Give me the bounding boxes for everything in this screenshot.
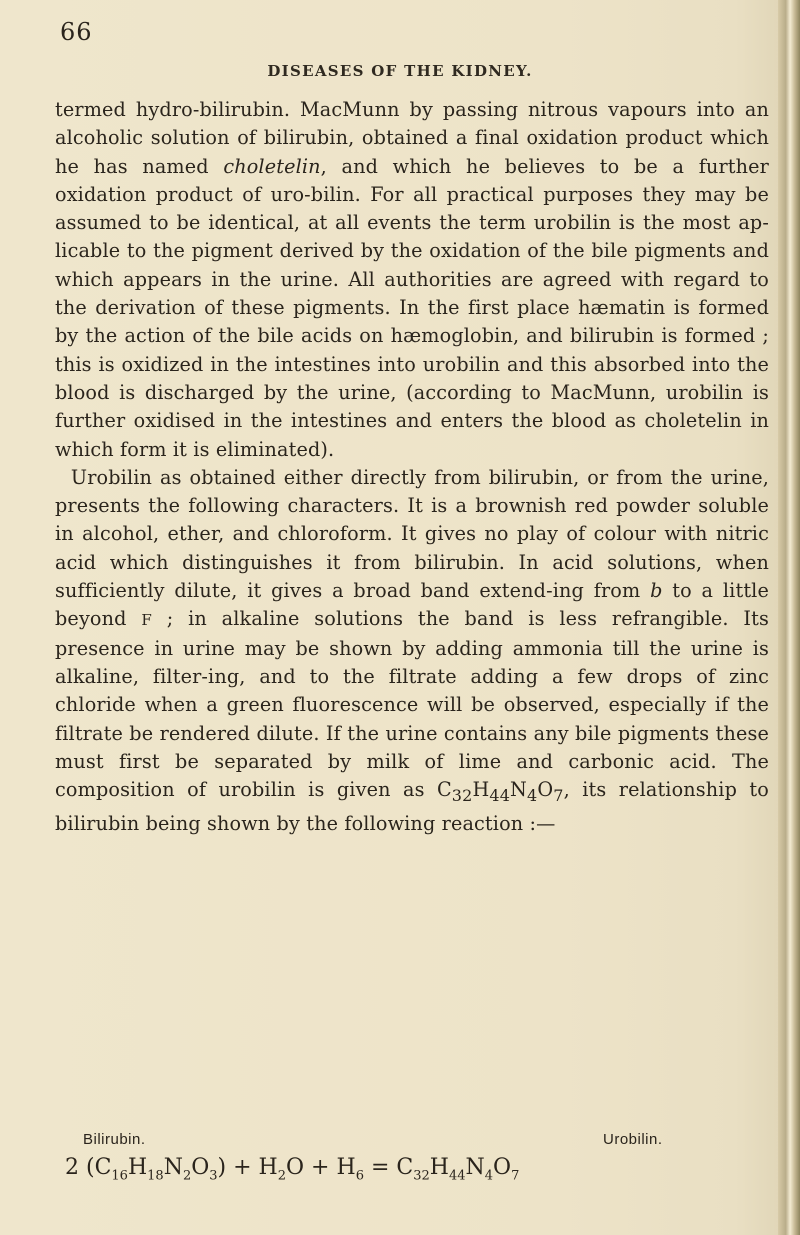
label-bilirubin: Bilirubin. <box>83 1131 146 1148</box>
paragraph-1 <box>55 96 769 464</box>
text-run: termed hydro-bilirubin. MacMunn by passing nitrous vapours into an alcoholic solution of bilirubin, obtained a final oxidation product which he has named <box>55 98 769 178</box>
label-urobilin: Urobilin. <box>603 1131 663 1148</box>
subscript: 32 <box>413 1168 430 1184</box>
text-run: to a little beyond <box>55 579 769 631</box>
eq-part: 2 (C <box>65 1155 112 1180</box>
paragraph-2 <box>55 464 769 839</box>
eq-part: O <box>191 1155 210 1180</box>
subscript: 3 <box>209 1168 218 1184</box>
eq-part: ) + H <box>217 1155 278 1180</box>
subscript: 44 <box>448 1168 466 1184</box>
reaction-equation <box>65 1155 779 1183</box>
eq-part: N <box>465 1155 485 1180</box>
page-number: 66 <box>60 18 93 46</box>
subscript: 18 <box>147 1168 164 1184</box>
text-run: Urobilin as obtained either directly from bilirubin, or from the urine, presents the following characters. It is a brownish red powder soluble in alcohol, ether, and chloroform. It gives no play of colour with nitric acid which distinguishes it from bilirubin. In acid solutions, when sufficiently dilute, it gives a broad band extend-ing from <box>55 465 769 603</box>
small-caps-letter: F <box>141 611 152 630</box>
eq-part: H <box>127 1155 148 1180</box>
body-text <box>55 96 769 839</box>
subscript: 2 <box>277 1168 287 1184</box>
eq-part: N <box>163 1155 183 1180</box>
subscript: 6 <box>355 1168 364 1184</box>
eq-part: O <box>493 1155 512 1180</box>
subscript: 4 <box>484 1168 494 1184</box>
formula-element: H <box>472 778 490 802</box>
page-edge <box>778 0 800 1235</box>
eq-part: = C <box>363 1155 414 1180</box>
text-run: , its relationship to bilirubin being shown by the following reaction :— <box>55 778 769 836</box>
formula-element: O <box>537 778 554 802</box>
subscript: 16 <box>111 1168 128 1184</box>
italic-letter: b <box>650 579 663 603</box>
text-run: , and which he believes to be a further oxidation product of uro-bilin. For all practical purposes they may be assumed to be identical, at all events the term urobilin is the most ap-licable to the pigment derived by the oxidation of the bile pigments and which appears in the urine. All authorities are agreed with regard to the derivation of these pigments. In the first place hæmatin is formed by the action of the bile acids on hæmoglobin, and bilirubin is formed ; this is oxidized in the intestines into urobilin and this absorbed into the blood is discharged by the urine, (according to MacMunn, urobilin is further oxidised in the intestines and enters the blood as choletelin in which form it is eliminated). <box>55 154 769 461</box>
eq-part: H <box>429 1155 449 1180</box>
subscript: 2 <box>182 1168 192 1184</box>
italic-term: choletelin <box>223 154 321 178</box>
subscript: 44 <box>489 785 511 805</box>
subscript: 4 <box>526 785 538 805</box>
subscript: 7 <box>553 785 564 805</box>
running-head: DISEASES OF THE KIDNEY. <box>267 62 533 80</box>
chemical-reaction <box>55 1131 769 1184</box>
eq-part: O + H <box>286 1155 356 1180</box>
reaction-labels <box>55 1131 769 1153</box>
subscript: 7 <box>511 1168 520 1184</box>
text-run: ; in alkaline solutions the band is less refrangible. Its presence in urine may be shown by adding ammonia till the urine is alkaline, filter-ing, and to the filtrate adding a few drops of zinc chloride when a green fluorescence will be observed, especially if the filtrate be rendered dilute. If the urine contains any bile pigments these must first be separated by milk of lime and carbonic acid. The composition of urobilin is given as C <box>55 607 769 802</box>
subscript: 32 <box>451 785 473 805</box>
formula-element: N <box>510 778 527 802</box>
